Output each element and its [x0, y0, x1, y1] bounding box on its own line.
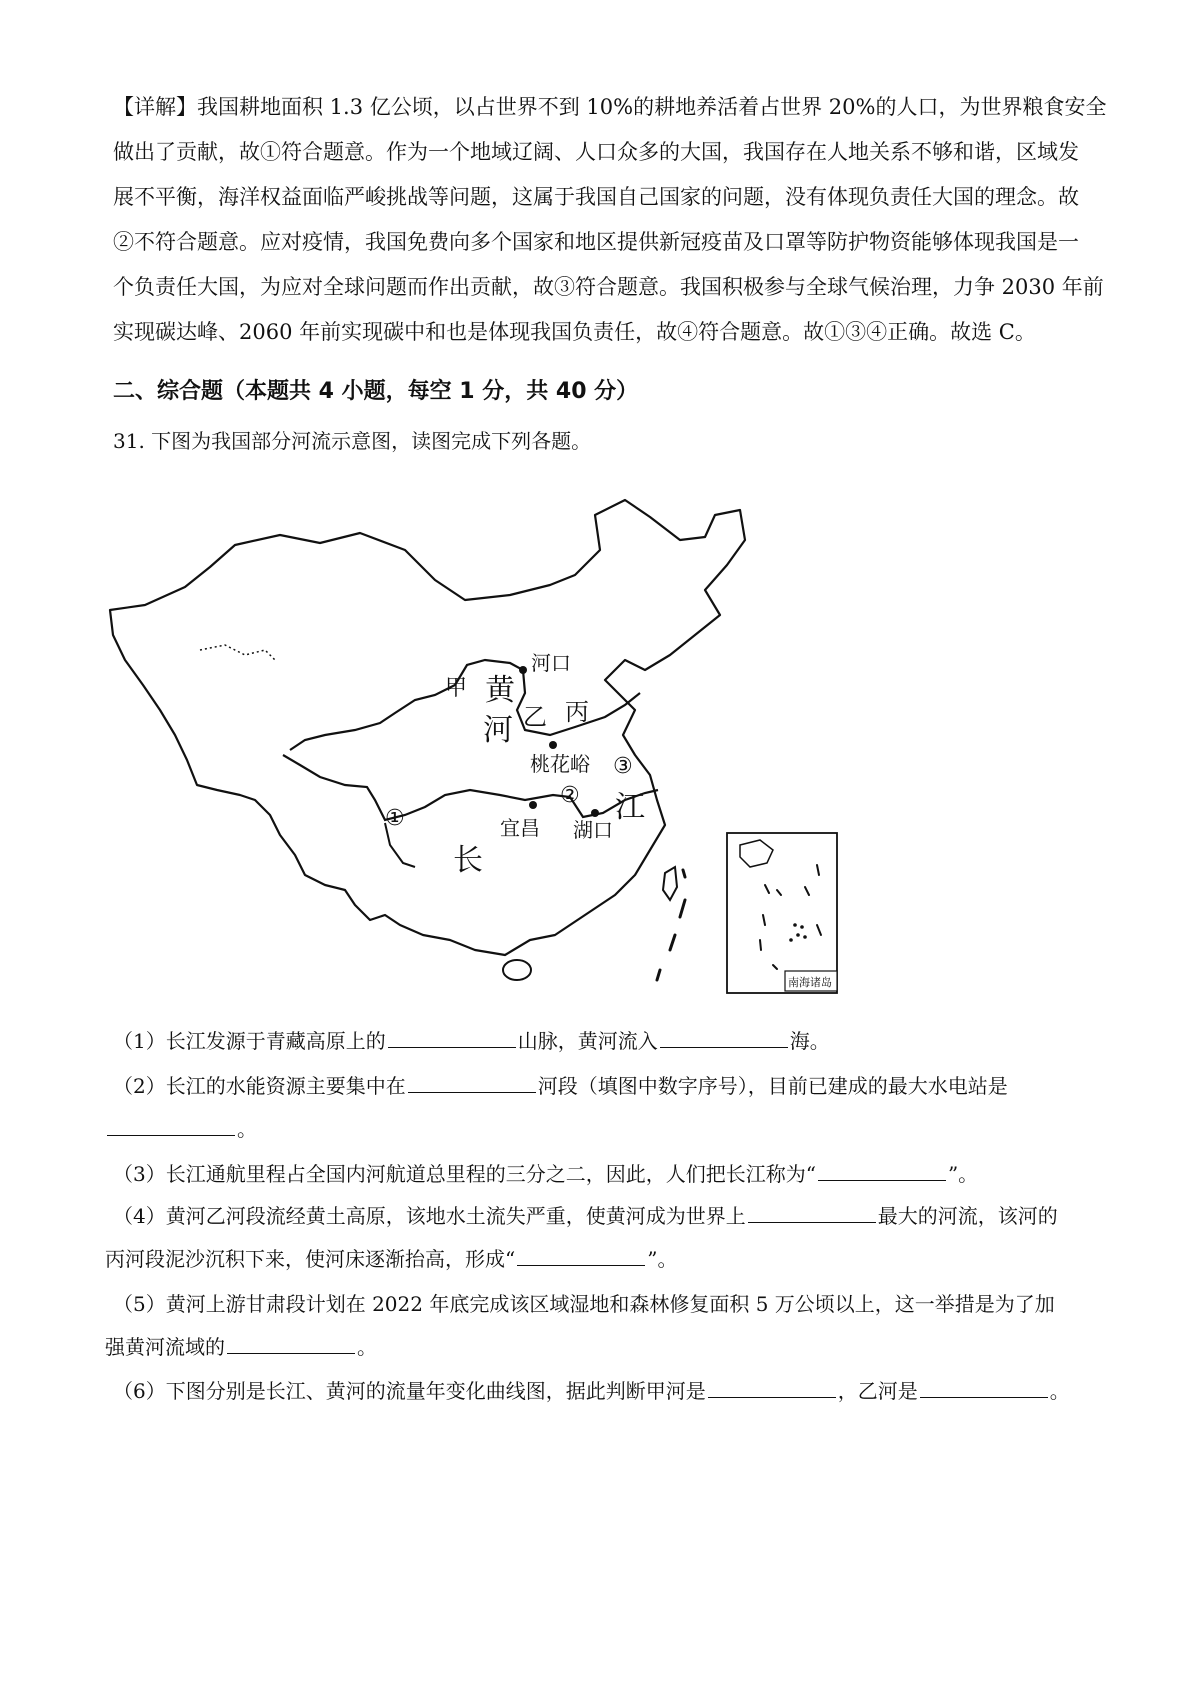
yichang-dot: [529, 801, 537, 809]
label-circle-2: ②: [560, 783, 580, 808]
explanation-line: 展不平衡，海洋权益面临严峻挑战等问题，这属于我国自己国家的问题，没有体现负责任大国的理念。故: [113, 185, 1079, 209]
q4-text-b: 最大的河流，该河的: [877, 1204, 1058, 1228]
question-4-cont: [105, 1243, 677, 1272]
q6-text-b: ，乙河是: [837, 1379, 918, 1403]
q2-text-a: （2）长江的水能资源主要集中在: [113, 1074, 406, 1098]
label-chang: 长: [453, 843, 483, 878]
answer-blank[interactable]: [388, 1029, 516, 1048]
q4-text-d: ”。: [647, 1247, 678, 1271]
label-inset: 南海诸岛: [788, 976, 832, 989]
yangtze-river: [283, 755, 658, 820]
explanation-line: 实现碳达峰、2060 年前实现碳中和也是体现我国负责任，故④符合题意。故①③④正确。故选 C。: [113, 320, 1036, 344]
q5-text-c: 。: [357, 1335, 377, 1359]
taohuayu-dot: [549, 741, 557, 749]
answer-blank[interactable]: [748, 1204, 876, 1223]
q3-text-b: ”。: [947, 1162, 979, 1186]
q3-text-a: （3）长江通航里程占全国内河航道总里程的三分之二，因此，人们把长江称为“: [113, 1162, 816, 1186]
question-4: [113, 1200, 1058, 1229]
label-circle-3: ③: [613, 754, 633, 779]
south-china-sea-inset: [727, 833, 837, 993]
question-2-cont: [105, 1113, 257, 1142]
q6-text-c: 。: [1049, 1379, 1070, 1403]
hainan-island: [503, 960, 531, 980]
label-bing: 丙: [565, 698, 589, 726]
label-yi: 乙: [523, 703, 547, 731]
maritime-dashes: [657, 870, 685, 980]
question-3: [113, 1158, 978, 1187]
answer-blank[interactable]: [708, 1379, 836, 1398]
q4-text-c: 丙河段泥沙沉积下来，使河床逐渐抬高，形成“: [105, 1247, 516, 1271]
internal-line: [200, 645, 275, 660]
q6-text-a: （6）下图分别是长江、黄河的流量年变化曲线图，据此判断甲河是: [113, 1379, 706, 1403]
answer-blank[interactable]: [920, 1379, 1048, 1398]
answer-blank[interactable]: [517, 1247, 645, 1266]
label-yichang: 宜昌: [500, 816, 540, 840]
label-hekou: 河口: [531, 651, 571, 675]
explanation-line: ②不符合题意。应对疫情，我国免费向多个国家和地区提供新冠疫苗及口罩等防护物资能够体现我国是一: [113, 230, 1079, 254]
taiwan-island: [663, 867, 677, 900]
label-jia: 甲: [445, 676, 468, 701]
question-intro: 31. 下图为我国部分河流示意图，读图完成下列各题。: [113, 429, 592, 453]
hekou-dot: [519, 666, 527, 674]
q5-text-b: 强黄河流域的: [105, 1335, 225, 1359]
section-heading: 二、综合题（本题共 4 小题，每空 1 分，共 40 分）: [113, 379, 639, 404]
explanation-line: 做出了贡献，故①符合题意。作为一个地域辽阔、人口众多的大国，我国存在人地关系不够和谐，区域发: [113, 140, 1079, 164]
label-taohuayu: 桃花峪: [530, 752, 590, 776]
label-huang: 黄: [485, 673, 515, 708]
q1-text-b: 山脉，黄河流入: [517, 1029, 658, 1053]
question-5: [113, 1288, 1055, 1317]
label-he: 河: [483, 713, 513, 748]
question-6: [113, 1375, 1070, 1404]
q1-text-a: （1）长江发源于青藏高原上的: [113, 1029, 386, 1053]
q4-text-a: （4）黄河乙河段流经黄土高原，该地水土流失严重，使黄河成为世界上: [113, 1204, 746, 1228]
label-hukou: 湖口: [573, 818, 613, 842]
answer-blank[interactable]: [660, 1029, 788, 1048]
answer-blank[interactable]: [107, 1117, 235, 1136]
label-circle-1: ①: [385, 806, 405, 831]
answer-blank[interactable]: [227, 1335, 355, 1354]
explanation-paragraph: [113, 85, 1107, 355]
q2-text-c: 。: [237, 1117, 257, 1141]
q1-text-c: 海。: [789, 1029, 830, 1053]
question-5-cont: [105, 1331, 377, 1360]
answer-blank[interactable]: [408, 1074, 536, 1093]
question-2: [113, 1070, 1008, 1099]
china-outline: [110, 500, 745, 955]
question-1: [113, 1025, 830, 1054]
answer-blank[interactable]: [818, 1162, 946, 1181]
q5-text-a: （5）黄河上游甘肃段计划在 2022 年底完成该区域湿地和森林修复面积 5 万公顷以上，这一举措是为了加: [113, 1292, 1055, 1316]
hukou-dot: [591, 809, 599, 817]
explanation-line: 个负责任大国，为应对全球问题而作出贡献，故③符合题意。我国积极参与全球气候治理，力争 2030 年前: [113, 275, 1104, 299]
label-jiang: 江: [615, 790, 645, 825]
q2-text-b: 河段（填图中数字序号），目前已建成的最大水电站是: [537, 1074, 1008, 1098]
explanation-line: 【详解】我国耕地面积 1.3 亿公顷，以占世界不到 10%的耕地养活着占世界 20%的人口，为世界粮食安全: [113, 95, 1107, 119]
china-river-map: [105, 495, 935, 1085]
